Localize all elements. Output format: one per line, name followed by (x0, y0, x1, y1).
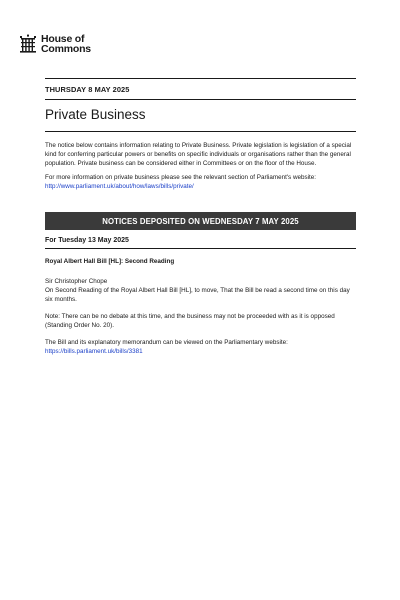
bill-title: Royal Albert Hall Bill [HL]: Second Reading (45, 258, 175, 265)
document-date: THURSDAY 8 MAY 2025 (45, 85, 130, 94)
logo-line-2: Commons (41, 43, 91, 55)
motion-text: On Second Reading of the Royal Albert Hall Bill [HL], to move, That the Bill be read a second time on this day six months. (45, 287, 350, 303)
section-divider (45, 248, 356, 249)
sponsor-name: Sir Christopher Chope (45, 278, 108, 285)
page-title: Private Business (45, 107, 146, 122)
document-content (45, 78, 356, 356)
house-of-commons-logo (18, 34, 91, 54)
more-info-paragraph (45, 173, 356, 191)
explanatory-paragraph (45, 338, 356, 356)
logo-line-1: House of (41, 33, 85, 45)
private-bills-link[interactable]: http://www.parliament.uk/about/how/laws/bills/private/ (45, 183, 194, 190)
intro-paragraph: The notice below contains information relating to Private Business. Private legislation is legislation of a special kind for conferring particular powers or benefits on specific individuals or organisations rather than the general population. Private business can be considered either in Committees or on the floor of the House. (45, 142, 352, 167)
explanatory-text: The Bill and its explanatory memorandum can be viewed on the Parliamentary website: (45, 339, 288, 346)
top-divider (45, 78, 356, 79)
date-divider (45, 99, 356, 100)
notices-banner: NOTICES DEPOSITED ON WEDNESDAY 7 MAY 2025 (45, 212, 356, 230)
section-heading: For Tuesday 13 May 2025 (45, 237, 129, 244)
portcullis-icon (18, 34, 38, 54)
bill-link[interactable]: https://bills.parliament.uk/bills/3381 (45, 348, 143, 355)
note-text: Note: There can be no debate at this time, and the business may not be proceeded with as it is opposed (Standing Order No. 20). (45, 313, 335, 329)
title-divider (45, 131, 356, 132)
logo-wordmark (41, 34, 91, 54)
more-info-text: For more information on private business please see the relevant section of Parliament's website: (45, 174, 317, 181)
